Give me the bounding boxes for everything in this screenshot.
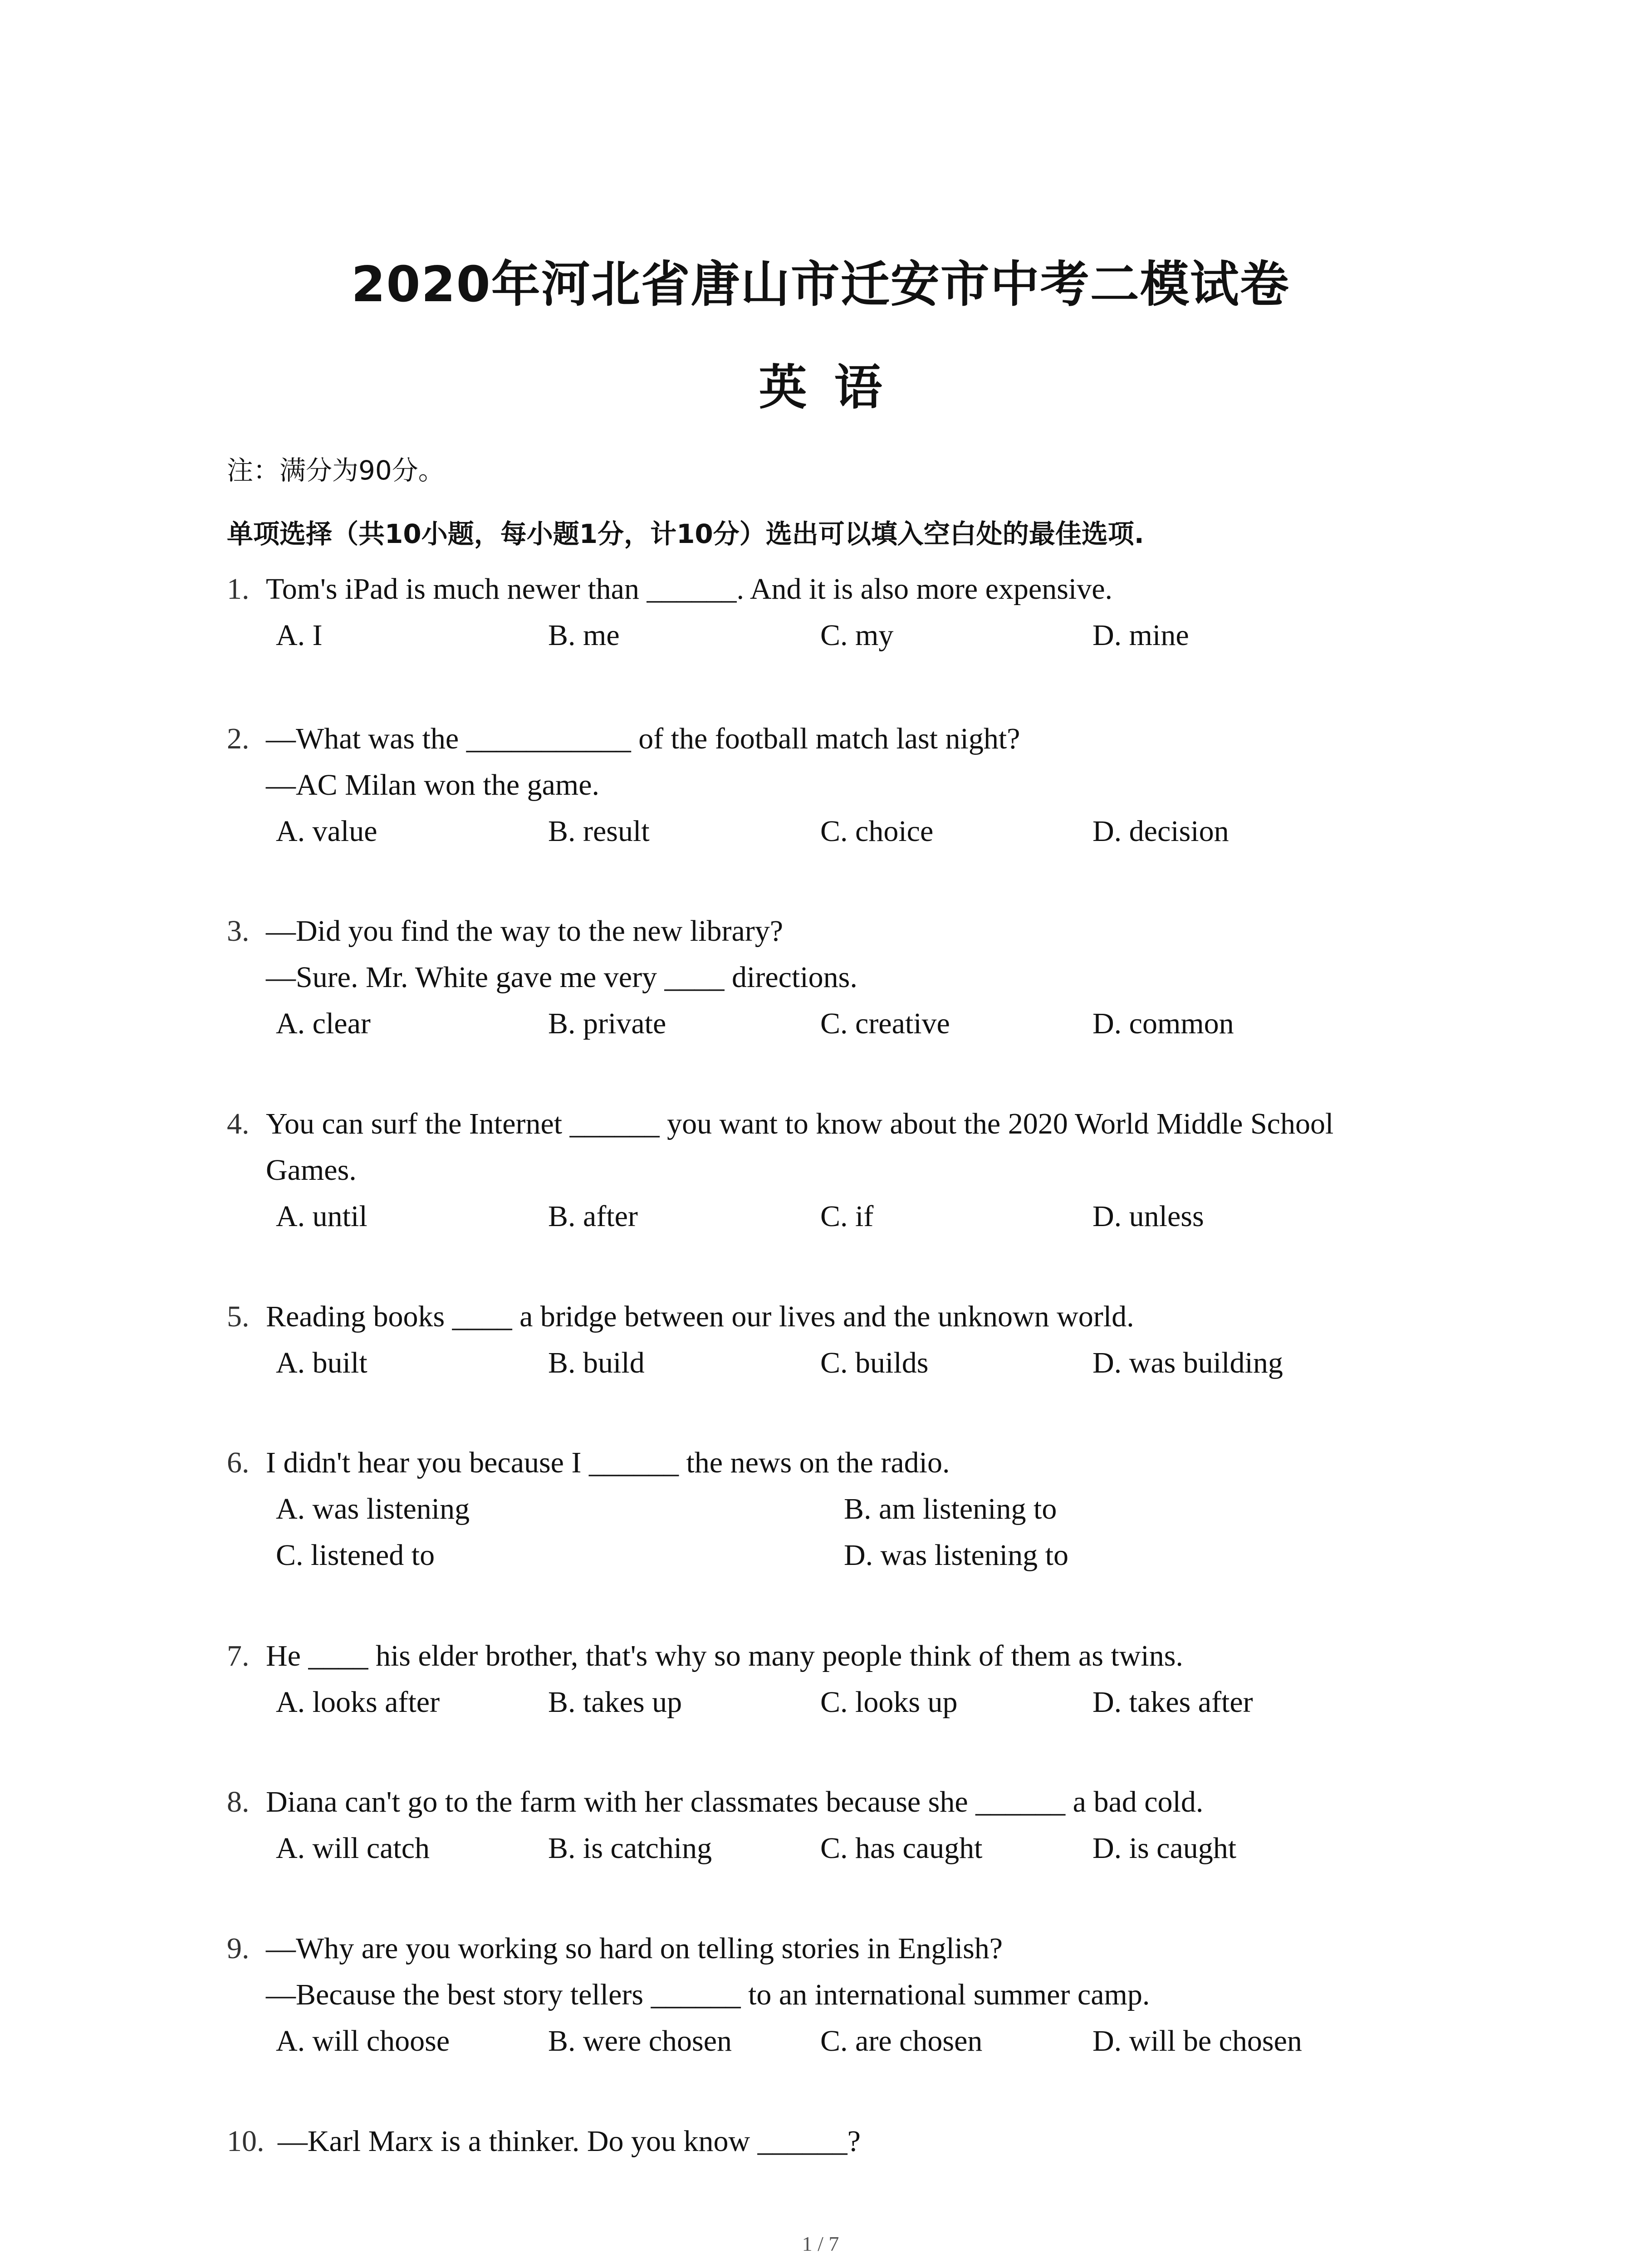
- exam-subject: 英语: [759, 359, 910, 415]
- options-row: [227, 1001, 1416, 1047]
- question-stem: [227, 716, 1416, 762]
- question-number: 5.: [227, 1300, 250, 1333]
- score-note: 注：满分为90分。: [227, 455, 445, 486]
- option-a[interactable]: A. will catch: [276, 1832, 430, 1865]
- question-6: [227, 1440, 1416, 1579]
- question-number: 7.: [227, 1639, 250, 1672]
- question-number: 8.: [227, 1785, 250, 1818]
- option-b[interactable]: B. after: [548, 1200, 638, 1233]
- question-4: [227, 1101, 1416, 1240]
- question-1: [227, 566, 1416, 659]
- option-d[interactable]: D. unless: [1092, 1200, 1204, 1233]
- option-d[interactable]: D. mine: [1092, 619, 1189, 652]
- option-b[interactable]: B. build: [548, 1346, 645, 1379]
- question-text: He ____ his elder brother, that's why so many people think of them as twins.: [266, 1639, 1183, 1672]
- option-c[interactable]: C. builds: [820, 1346, 929, 1379]
- question-text: —What was the ___________ of the football match last night?: [266, 722, 1020, 755]
- option-a[interactable]: A. until: [276, 1200, 367, 1233]
- question-text: —Did you find the way to the new library?: [266, 914, 784, 948]
- option-c[interactable]: C. has caught: [820, 1832, 983, 1865]
- question-9: [227, 1926, 1416, 2064]
- question-number: 4.: [227, 1107, 250, 1140]
- page-number: 1 / 7: [802, 2232, 839, 2255]
- option-b[interactable]: B. takes up: [548, 1686, 682, 1719]
- question-8: [227, 1779, 1416, 1872]
- question-3: [227, 908, 1416, 1047]
- question-text: You can surf the Internet ______ you want to know about the 2020 World Middle School: [266, 1107, 1334, 1140]
- options-row: [227, 612, 1416, 659]
- question-text: I didn't hear you because I ______ the news on the radio.: [266, 1446, 950, 1479]
- question-number: 10.: [227, 2125, 265, 2158]
- options-row: [227, 1193, 1416, 1240]
- option-b[interactable]: B. result: [548, 815, 650, 848]
- question-text-line: Games.: [266, 1154, 357, 1187]
- option-c[interactable]: C. are chosen: [820, 2024, 983, 2058]
- question-text: —Karl Marx is a thinker. Do you know ______?: [278, 2125, 861, 2158]
- option-b[interactable]: B. me: [548, 619, 620, 652]
- option-b[interactable]: B. private: [548, 1007, 666, 1040]
- option-c[interactable]: C. creative: [820, 1007, 950, 1040]
- exam-title: 2020年河北省唐山市迁安市中考二模试卷: [351, 256, 1290, 313]
- option-a[interactable]: A. I: [276, 619, 323, 652]
- options-row: [227, 1486, 1416, 1532]
- question-stem: [227, 908, 1416, 954]
- options-row: [227, 808, 1416, 855]
- question-stem: [227, 1926, 1416, 1972]
- question-number: 2.: [227, 722, 250, 755]
- options-row: [227, 1340, 1416, 1386]
- options-row: [227, 1679, 1416, 1725]
- question-stem: [227, 1440, 1416, 1486]
- option-d[interactable]: D. decision: [1092, 815, 1229, 848]
- option-a[interactable]: A. value: [276, 815, 377, 848]
- option-d[interactable]: D. was building: [1092, 1346, 1283, 1379]
- question-10: [227, 2118, 1416, 2165]
- question-text-line: —Because the best story tellers ______ to an international summer camp.: [266, 1978, 1150, 2011]
- question-text: Diana can't go to the farm with her classmates because she ______ a bad cold.: [266, 1785, 1204, 1818]
- option-a[interactable]: A. was listening: [276, 1492, 470, 1525]
- section-heading: 单项选择（共10小题，每小题1分，计10分）选出可以填入空白处的最佳选项.: [227, 518, 1144, 549]
- option-d[interactable]: D. is caught: [1092, 1832, 1237, 1865]
- question-7: [227, 1633, 1416, 1725]
- question-stem: [227, 1101, 1416, 1147]
- question-number: 9.: [227, 1932, 250, 1965]
- question-number: 1.: [227, 572, 250, 606]
- options-row: [227, 1532, 1416, 1579]
- option-c[interactable]: C. if: [820, 1200, 874, 1233]
- option-c[interactable]: C. listened to: [276, 1539, 435, 1572]
- question-stem: [227, 1633, 1416, 1679]
- question-number: 6.: [227, 1446, 250, 1479]
- question-stem: [227, 1294, 1416, 1340]
- question-stem: [227, 1779, 1416, 1825]
- option-a[interactable]: A. clear: [276, 1007, 371, 1040]
- option-c[interactable]: C. choice: [820, 815, 934, 848]
- option-d[interactable]: D. common: [1092, 1007, 1234, 1040]
- options-row: [227, 2018, 1416, 2064]
- option-a[interactable]: A. will choose: [276, 2024, 450, 2058]
- question-number: 3.: [227, 914, 250, 948]
- option-a[interactable]: A. built: [276, 1346, 367, 1379]
- option-c[interactable]: C. looks up: [820, 1686, 958, 1719]
- question-text: —Why are you working so hard on telling stories in English?: [266, 1932, 1003, 1965]
- option-d[interactable]: D. will be chosen: [1092, 2024, 1302, 2058]
- options-row: [227, 1825, 1416, 1872]
- question-text-line: —Sure. Mr. White gave me very ____ directions.: [266, 961, 857, 994]
- option-d[interactable]: D. was listening to: [844, 1539, 1068, 1572]
- question-2: [227, 716, 1416, 855]
- option-c[interactable]: C. my: [820, 619, 894, 652]
- question-text: Tom's iPad is much newer than ______. And it is also more expensive.: [266, 572, 1113, 606]
- question-5: [227, 1294, 1416, 1386]
- question-stem: [227, 2118, 1416, 2165]
- question-stem: [227, 566, 1416, 612]
- option-b[interactable]: B. is catching: [548, 1832, 712, 1865]
- question-text: Reading books ____ a bridge between our lives and the unknown world.: [266, 1300, 1134, 1333]
- option-b[interactable]: B. am listening to: [844, 1492, 1057, 1525]
- option-a[interactable]: A. looks after: [276, 1686, 440, 1719]
- option-d[interactable]: D. takes after: [1092, 1686, 1253, 1719]
- option-b[interactable]: B. were chosen: [548, 2024, 732, 2058]
- question-text-line: —AC Milan won the game.: [266, 768, 600, 802]
